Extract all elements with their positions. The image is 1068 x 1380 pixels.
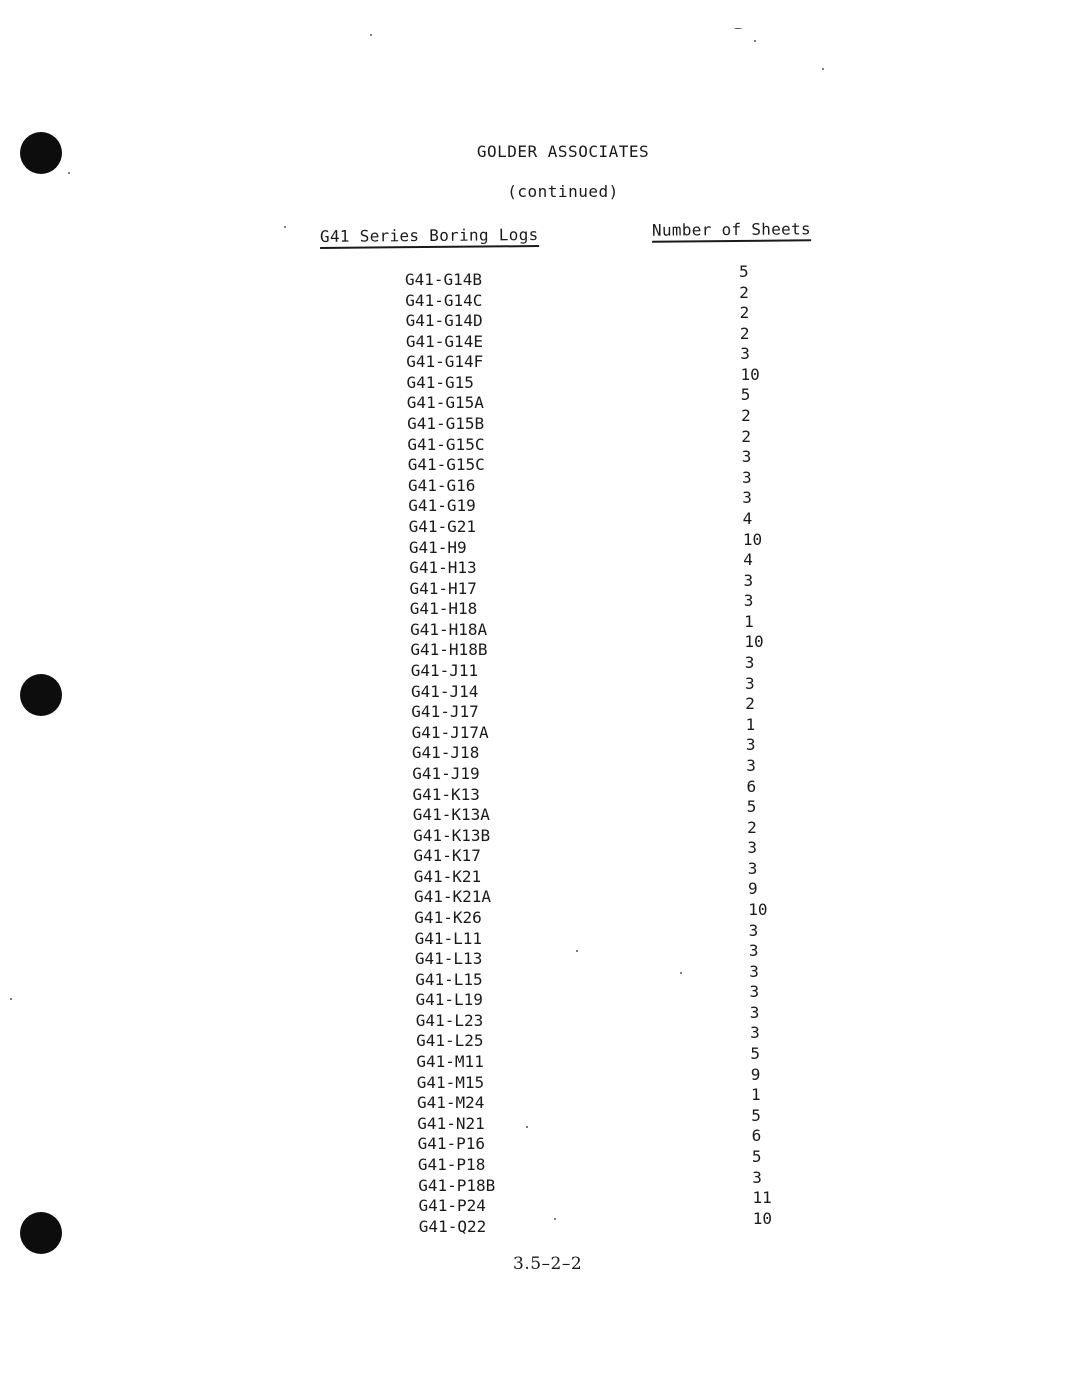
row-sheet-count: 3 [747, 838, 758, 858]
column-header-boring-logs-label: G41 Series Boring Logs [320, 225, 539, 249]
row-sheet-count: 3 [748, 920, 759, 940]
row-sheet-count: 9 [750, 1064, 761, 1084]
row-sheet-count: 3 [743, 591, 754, 611]
row-sheet-count: 3 [749, 982, 760, 1002]
row-sheet-count: 3 [744, 653, 755, 673]
row-log-name: G41-H17 [409, 578, 477, 598]
row-sheet-count: 3 [743, 570, 754, 590]
row-sheet-count: 10 [748, 899, 768, 919]
row-log-name: G41-L25 [416, 1031, 484, 1051]
row-log-name: G41-L13 [414, 949, 483, 969]
row-sheet-count: 5 [739, 262, 749, 281]
row-sheet-count: 1 [745, 714, 756, 734]
row-log-name: G41-G15A [406, 393, 484, 413]
row-log-name: G41-J19 [412, 763, 480, 783]
row-sheet-count: 4 [742, 508, 753, 528]
row-log-name: G41-L19 [415, 990, 483, 1010]
row-sheet-count: 2 [739, 323, 750, 343]
row-log-name: G41-H13 [409, 558, 477, 578]
row-log-name: G41-G14E [405, 331, 483, 351]
row-log-name: G41-G15C [407, 455, 485, 475]
row-sheet-count: 2 [741, 426, 752, 446]
row-log-name: G41-H18 [409, 599, 478, 619]
row-log-name: G41-J17 [411, 702, 479, 722]
row-log-name: G41-J11 [410, 661, 479, 681]
row-sheet-count: 10 [740, 364, 760, 384]
row-log-name: G41-L23 [415, 1010, 484, 1030]
row-sheet-count: 6 [751, 1126, 762, 1146]
row-log-name: G41-N21 [417, 1113, 485, 1133]
row-sheet-count: 3 [752, 1167, 762, 1187]
row-sheet-count: 3 [745, 735, 756, 755]
row-log-name: G41-H18B [410, 640, 488, 660]
row-sheet-count: 3 [741, 447, 752, 467]
row-sheet-count: 10 [742, 529, 763, 549]
row-sheet-count: 2 [745, 694, 755, 714]
row-sheet-count: 2 [739, 303, 750, 323]
row-sheet-count: 3 [750, 1023, 760, 1043]
row-log-name: G41-G19 [408, 496, 476, 516]
row-log-name: G41-P18 [417, 1154, 486, 1174]
row-sheet-count: 5 [750, 1044, 761, 1064]
row-sheet-count: 4 [743, 550, 753, 570]
row-sheet-count: 3 [747, 858, 758, 878]
row-log-name: G41-L11 [414, 928, 483, 948]
row-log-name: G41-P16 [417, 1134, 486, 1154]
row-log-name: G41-G15 [406, 372, 474, 392]
row-log-name: G41-L15 [415, 969, 483, 989]
row-log-name: G41-G15C [407, 434, 485, 454]
document-title: GOLDER ASSOCIATES [476, 142, 650, 161]
row-sheet-count: 2 [739, 282, 749, 302]
row-log-name: G41-G21 [408, 516, 477, 536]
row-log-name: G41-K13B [413, 825, 491, 845]
row-sheet-count: 3 [745, 673, 755, 693]
row-sheet-count: 3 [740, 344, 750, 364]
row-sheet-count: 10 [752, 1208, 773, 1228]
row-sheet-count: 5 [751, 1146, 762, 1166]
row-sheet-count: 11 [752, 1188, 772, 1208]
row-log-name: G41-P24 [418, 1196, 486, 1216]
row-log-name: G41-M24 [417, 1093, 485, 1113]
row-log-name: G41-G14F [406, 352, 484, 372]
row-log-name: G41-G14D [405, 311, 483, 331]
row-sheet-count: 3 [746, 755, 756, 775]
row-log-name: G41-J14 [411, 681, 479, 701]
row-sheet-count: 3 [748, 941, 759, 961]
row-sheet-count: 1 [744, 611, 754, 631]
row-log-name: G41-K13A [412, 805, 490, 825]
row-log-name: G41-K21 [413, 866, 482, 886]
row-log-name: G41-Q22 [418, 1216, 487, 1236]
row-log-name: G41-K13 [412, 784, 480, 804]
row-sheet-count: 5 [751, 1105, 761, 1125]
row-sheet-count: 3 [749, 1002, 760, 1022]
page-number: 3.5–2–2 [513, 1254, 583, 1274]
row-sheet-count: 3 [742, 467, 752, 487]
row-sheet-count: 10 [744, 632, 764, 652]
row-log-name: G41-K17 [413, 846, 481, 866]
row-log-name: G41-H18A [410, 619, 488, 639]
row-log-name: G41-M15 [416, 1072, 485, 1092]
row-log-name: G41-G16 [408, 475, 476, 495]
row-log-name: G41-K21A [414, 887, 492, 907]
row-sheet-count: 5 [740, 385, 751, 405]
row-log-name: G41-J18 [411, 743, 480, 763]
row-log-name: G41-H9 [408, 537, 467, 557]
row-log-name: G41-G15B [407, 414, 485, 434]
column-header-number-of-sheets-label: Number of Sheets [652, 219, 811, 242]
row-log-name: G41-G14B [405, 270, 483, 289]
row-sheet-count: 3 [742, 488, 752, 508]
row-log-name: G41-P18B [418, 1175, 496, 1195]
row-sheet-count: 9 [748, 879, 758, 899]
row-sheet-count: 5 [746, 797, 757, 817]
row-sheet-count: 6 [746, 776, 757, 796]
row-sheet-count: 3 [749, 961, 759, 981]
row-sheet-count: 2 [741, 406, 751, 426]
row-log-name: G41-K26 [414, 907, 482, 927]
row-log-name: G41-G14C [405, 290, 483, 310]
row-log-name: G41-M11 [416, 1052, 484, 1072]
row-sheet-count: 2 [747, 817, 757, 837]
row-log-name: G41-J17A [411, 722, 489, 742]
row-sheet-count: 1 [751, 1085, 761, 1105]
document-subtitle: (continued) [507, 182, 619, 201]
